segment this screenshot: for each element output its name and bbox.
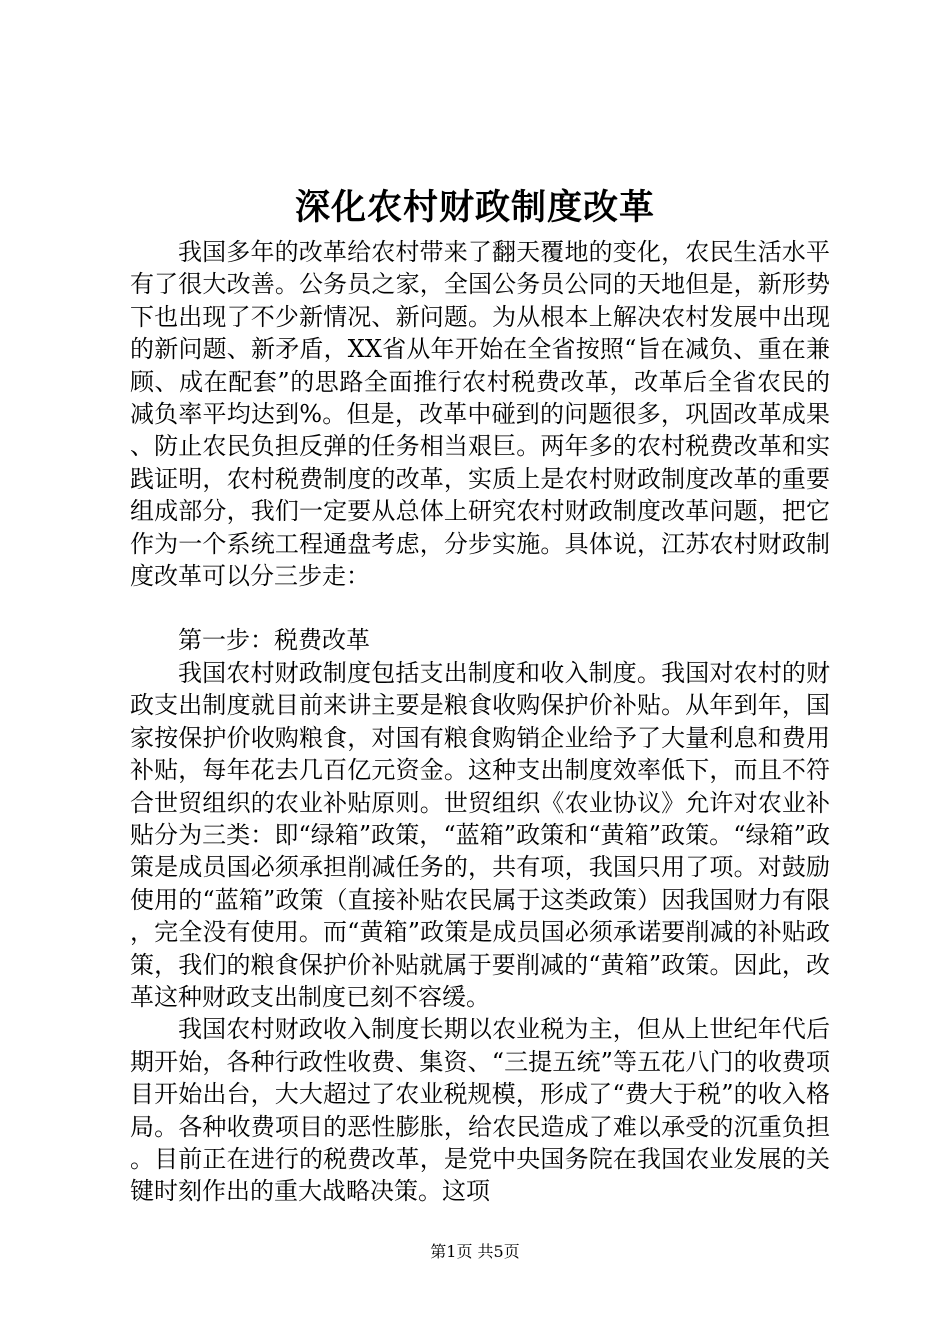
document-title: 深化农村财政制度改革: [294, 187, 655, 228]
section-heading: 第一步：税费改革: [178, 626, 370, 655]
page-footer: 第1页 共5页: [430, 1242, 520, 1261]
document-body: [130, 236, 830, 1208]
section-paragraph-1: 我国农村财政制度包括支出制度和收入制度。我国对农村的财政支出制度就目前来讲主要是粮食收购保护价补贴。从年到年，国家按保护价收购粮食，对国有粮食购销企业给予了大量利息和费用补贴，每年花去几百亿元资金。这种支出制度效率低下，而且不符合世贸组织的农业补贴原则。世贸组织《农业协议》允许对农业补贴分为三类：即“绿箱”政策，“蓝箱”政策和“黄箱”政策。“绿箱”政策是成员国必须承担削减任务的，共有项，我国只用了项。对鼓励使用的“蓝箱”政策（直接补贴农民属于这类政策）因我国财力有限，完全没有使用。而“黄箱”政策是成员国必须承诺要削减的补贴政策，我们的粮食保护价补贴就属于要削减的“黄箱”政策。因此，改革这种财政支出制度已刻不容缓。: [130, 658, 830, 1011]
intro-paragraph: 我国多年的改革给农村带来了翻天覆地的变化，农民生活水平有了很大改善。公务员之家，全国公务员公同的天地但是，新形势下也出现了不少新情况、新问题。为从根本上解决农村发展中出现的新问题、新矛盾，XX省从年开始在全省按照“旨在减负、重在兼顾、成在配套”的思路全面推行农村税费改革，改革后全省农民的减负率平均达到%。但是，改革中碰到的问题很多，巩固改革成果、防止农民负担反弹的任务相当艰巨。两年多的农村税费改革和实践证明，农村税费制度的改革，实质上是农村财政制度改革的重要组成部分，我们一定要从总体上研究农村财政制度改革问题，把它作为一个系统工程通盘考虑，分步实施。具体说，江苏农村财政制度改革可以分三步走：: [130, 238, 830, 591]
section-paragraph-2: 我国农村财政收入制度长期以农业税为主，但从上世纪年代后期开始，各种行政性收费、集资、“三提五统”等五花八门的收费项目开始出台，大大超过了农业税规模，形成了“费大于税”的收入格局。各种收费项目的恶性膨胀，给农民造成了难以承受的沉重负担。目前正在进行的税费改革，是党中央国务院在我国农业发展的关键时刻作出的重大战略决策。这项: [130, 1015, 830, 1206]
